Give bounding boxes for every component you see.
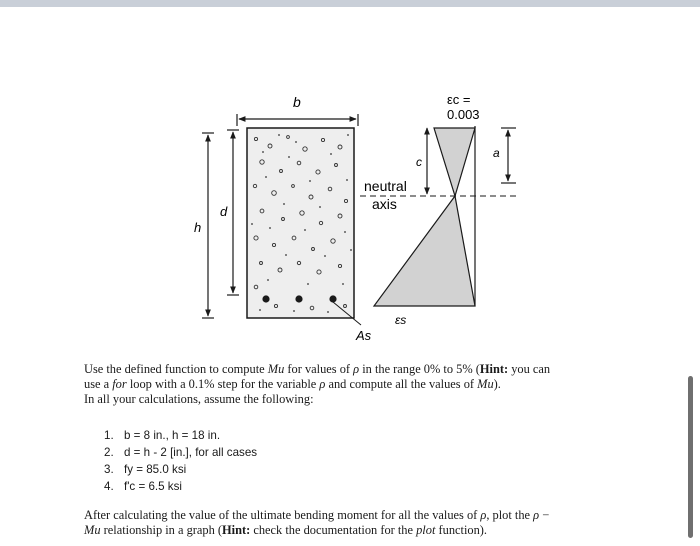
list-item: 1. b = 8 in., h = 18 in. xyxy=(104,429,221,442)
concrete-strain-label xyxy=(447,92,480,122)
plot-line-1: After calculating the value of the ultimate bending moment for all the values of ρ, plot the ρ − xyxy=(84,508,550,522)
neutral-axis-label-line1: neutral xyxy=(364,178,407,194)
instruction-line-1: Use the defined function to compute Mu for values of ρ in the range 0% to 5% (Hint: you can xyxy=(84,362,551,376)
a-label: a xyxy=(493,146,500,160)
instruction-paragraph xyxy=(84,362,614,407)
list-item: 3. fy = 85.0 ksi xyxy=(104,463,187,476)
neutral-axis-label xyxy=(364,178,407,212)
height-h-dimension xyxy=(194,133,214,318)
eps-c-value: 0.003 xyxy=(447,107,480,122)
instruction-line-2: use a for loop with a 0.1% step for the variable ρ and compute all the values of Mu). xyxy=(84,377,501,391)
eps-c-label: εc = xyxy=(447,92,471,107)
depth-d-dimension xyxy=(220,130,239,295)
instruction-line-3: In all your calculations, assume the following: xyxy=(84,392,314,406)
mu-symbol: Mu xyxy=(267,362,285,376)
plot-line-2: Mu relationship in a graph (Hint: check the documentation for the plot function). xyxy=(84,523,488,537)
width-b-dimension xyxy=(237,94,358,126)
eps-s-label: εs xyxy=(395,313,407,327)
d-label: d xyxy=(220,204,228,219)
c-dimension xyxy=(416,128,427,194)
assumptions-list xyxy=(104,427,257,495)
plot-paragraph xyxy=(84,508,614,538)
scrollbar[interactable] xyxy=(688,376,693,538)
a-dimension xyxy=(493,128,516,183)
b-label: b xyxy=(293,94,301,110)
As-label: As xyxy=(356,328,372,343)
list-item: 2. d = h - 2 [in.], for all cases xyxy=(104,446,258,459)
neutral-axis-label-line2: axis xyxy=(372,196,397,212)
list-item: 4. f'c = 6.5 ksi xyxy=(104,480,182,493)
strain-diagram xyxy=(374,126,475,306)
c-label: c xyxy=(416,155,422,169)
h-label: h xyxy=(194,220,202,235)
concrete-cross-section xyxy=(247,128,354,318)
